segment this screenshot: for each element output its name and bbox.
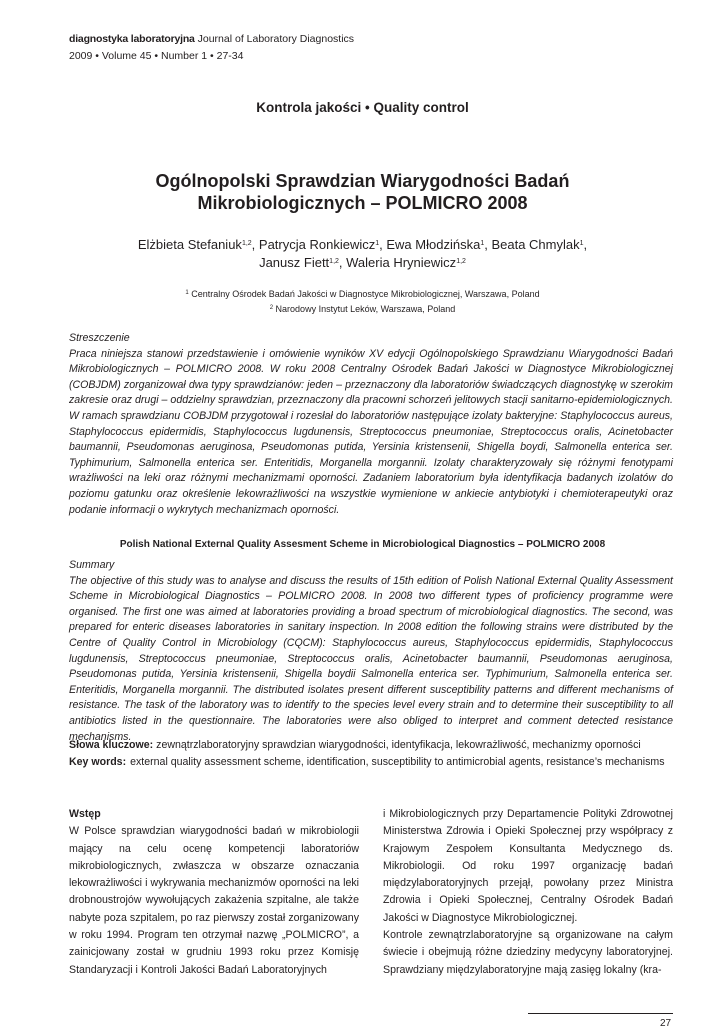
author-name: Beata Chmylak xyxy=(491,237,580,252)
affiliations xyxy=(60,287,665,316)
journal-english-name: Journal of Laboratory Diagnostics xyxy=(197,33,355,45)
body-paragraph: Kontrole zewnątrzlaboratoryjne są organizowane na całym świecie i obejmują różne dziedziny medycyny laboratoryjnej. Sprawdziany międzylaboratoryjne mają zasięg lokalny (kra- xyxy=(383,929,673,976)
journal-name-line xyxy=(69,31,354,48)
abstract-polish-text: Praca niniejsza stanowi przedstawienie i omówienie wyników XV edycji Ogólnopolskiego Sprawdzianu Wiarygodności Badań Mikrobiologicznych – POLMICRO 2008. W roku 2008 Centralny Ośrodek Badań Jakości w Diagnostyce Mikrobiologicznej (COBJDM) zorganizował dwa typy sprawdzianów: jeden – przeznaczony dla laboratoriów świadczących diagnostykę w szerokim zakresie oraz drugi – oddzielny sprawdzian, przeznaczony dla pracowni schorzeń jelitowych stacji sanitarno-epidemiologicznych. W ramach sprawdzianu COBJDM przygotował i rozesłał do laboratoriów następujące izolaty bakteryjne: Staphylococcus aureus, Staphylococcus epidermidis, Staphylococcus lugdunensis, Streptococcus pneumoniae, Streptococcus oralis, Acinetobacter baumannii, Pseudomonas aeruginosa, Pseudomonas putida, Yersinia kristensenii, Shigella boydi, Salmonella enterica ser. Typhimurium, Salmonella enterica ser. Enteritidis, Morganella morgannii. Izolaty charakteryzowały się różnymi fenotypami wrażliwości na leki oraz różnymi mechanizmami oporności. Zadaniem laboratorium była identyfikacja badanych izolatów do poziomu gatunku oraz określenie lekowrażliwości na wszystkie wymienione w ankiecie antybiotyki i chemioterapeutyki oraz podanie informacji o wykrytych mechanizmach oporności. xyxy=(69,347,673,516)
body-column-right xyxy=(383,806,673,979)
author-list xyxy=(60,236,665,272)
section-heading-intro: Wstęp xyxy=(69,808,101,820)
abstract-polish-heading: Streszczenie xyxy=(69,332,130,344)
title-line-1: Ogólnopolski Sprawdzian Wiarygodności Badań xyxy=(155,171,570,191)
author-affiliation-mark: 1,2 xyxy=(456,258,466,265)
section-title: Kontrola jakości • Quality control xyxy=(256,100,469,115)
abstract-english xyxy=(69,558,673,745)
affiliation-1: $^1$ Centralny Ośrodek Badań Jakości w Diagnostyce Mikrobiologicznej, Warszawa, Poland xyxy=(185,289,540,299)
author-affiliation-mark: 1 xyxy=(375,240,380,247)
author-name: Janusz Fiett xyxy=(259,255,330,270)
body-paragraph: i Mikrobiologicznych przy Departamencie Polityki Zdrowotnej Ministerstwa Zdrowia i Opieki Społecznej przy współpracy z Krajowym Zespołem Konsultanta Medycznego ds. Mikrobiologii. Od roku 1997 organizację badań międzylaboratoryjnych przejął, powołany przez Ministra Zdrowia i Opieki Społecznej, Centralny Ośrodek Badań Jakości w Diagnostyce Mikrobiologicznej. xyxy=(383,808,673,924)
author-line-2: Janusz Fiett$^{1,2}$, Waleria Hryniewicz$^{1,2}$ xyxy=(259,255,466,270)
author-line-1: Elżbieta Stefaniuk$^{1,2}$, Patrycja Ronkiewicz$^1$, Ewa Młodzińska$^1$, Beata Chmylak$^1$, xyxy=(137,237,588,252)
body-column-left xyxy=(69,806,359,979)
author-affiliation-mark: 1 xyxy=(579,240,584,247)
author-name: Elżbieta Stefaniuk xyxy=(137,237,242,252)
author-name: Patrycja Ronkiewicz xyxy=(258,237,376,252)
abstract-english-heading: Summary xyxy=(69,559,115,571)
keywords-english xyxy=(69,755,673,771)
author-name: Waleria Hryniewicz xyxy=(346,255,457,270)
author-name: Ewa Młodzińska xyxy=(386,237,481,252)
affiliation-2: $^2$ Narodowy Instytut Leków, Warszawa, Poland xyxy=(269,303,456,314)
author-affiliation-mark: 1,2 xyxy=(241,240,252,247)
issue-info: 2009 • Volume 45 • Number 1 • 27-34 xyxy=(69,50,244,62)
english-title: Polish National External Quality Assesment Scheme in Microbiological Diagnostics – POLMICRO 2008 xyxy=(119,539,606,550)
abstract-english-text: The objective of this study was to analyse and discuss the results of 15th edition of Polish National External Quality Assessment Scheme in Microbiological Diagnostics – POLMICRO 2008. In 2008 two different types of proficiency programme were organised. The first one was aimed at laboratories providing a broad spectrum of microbiological diagnostics. The second, was prepared for enteric diseases laboratories in sanitary inspection. In 2008 edition the following strains were distributed by the Centre of Quality Control in Microbiology (CQCM): Staphylococcus aureus, Staphylococcus epidermidis, Staphylococcus lugdunensis, Streptococcus pneumoniae, Streptococcus oralis, Acinetobacter baumannii, Pseudomonas aeruginosa, Pseudomonas putida, Yersinia kristensenii, Shigella boydii Salmonella enterica ser. Typhimurium, Salmonella enterica ser. Enteritidis, Morganella morgannii. The distributed isolates present different susceptibility patterns and different mechanisms of resistance. The task of the laboratory was to identify to the species level every strain and to determine their susceptibility to all antibiotics listed in the questionnaire. The laboratories were also obliged to interpret and comment detected resistance mechanisms. xyxy=(69,574,673,743)
abstract-polish xyxy=(69,331,673,518)
article-title xyxy=(60,170,665,214)
body-paragraph: W Polsce sprawdzian wiarygodności badań w mikrobiologii mający na celu ocenę kompetencji laboratoriów mikrobiologicznych, zwłaszcza w obszarze oznaczania lekowrażliwości i wykrywania mechanizmów oporności na leki drobnoustrojów wywołujących zakażenia szpitalne, ale także nabyte poza szpitalem, po raz pierwszy został zorganizowany w roku 1994. Program ten otrzymał nazwę „POLMICRO”, a zainicjowany został w grudniu 1993 roku przez Komisję Standaryzacji i Kontroli Jakości Badań Laboratoryjnych xyxy=(69,825,359,976)
page-number: 27 xyxy=(660,1018,672,1029)
journal-header xyxy=(69,31,354,65)
keywords-polish xyxy=(69,738,673,754)
keywords-english-text: external quality assessment scheme, identification, susceptibility to antimicrobial agents, resistance’s mechanisms xyxy=(130,756,665,768)
title-line-2: Mikrobiologicznych – POLMICRO 2008 xyxy=(197,193,528,213)
author-affiliation-mark: 1 xyxy=(480,240,485,247)
keywords-english-label: Key words: xyxy=(69,756,127,768)
footer-rule xyxy=(528,1013,673,1014)
author-affiliation-mark: 1,2 xyxy=(329,258,339,265)
journal-brand: diagnostyka laboratoryjna xyxy=(69,33,195,45)
keywords-polish-label: Słowa kluczowe: xyxy=(69,739,154,751)
keywords-polish-text: zewnątrzlaboratoryjny sprawdzian wiarygodności, identyfikacja, lekowrażliwość, mechanizmy oporności xyxy=(156,739,641,751)
